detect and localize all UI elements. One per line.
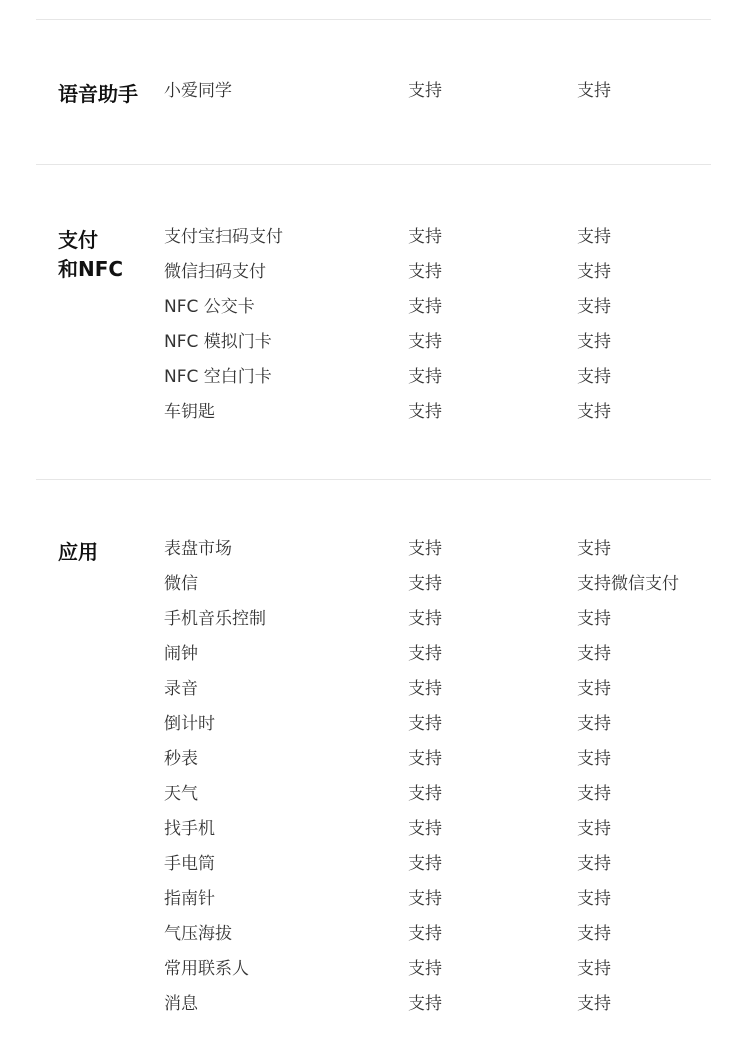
support-value-b: 支持 bbox=[577, 854, 611, 874]
feature-label: 手机音乐控制 bbox=[164, 609, 266, 629]
feature-label: NFC 空白门卡 bbox=[164, 367, 272, 387]
support-value-a: 支持 bbox=[408, 402, 442, 422]
support-value-a: 支持 bbox=[408, 367, 442, 387]
table-row bbox=[0, 818, 750, 853]
table-row bbox=[0, 608, 750, 643]
support-value-a: 支持 bbox=[408, 262, 442, 282]
support-value-a: 支持 bbox=[408, 574, 442, 594]
support-value-a: 支持 bbox=[408, 81, 442, 101]
support-value-b: 支持 bbox=[577, 81, 611, 101]
feature-label: 微信扫码支付 bbox=[164, 262, 266, 282]
feature-label: 闹钟 bbox=[164, 644, 198, 664]
table-row bbox=[0, 748, 750, 783]
support-value-a: 支持 bbox=[408, 644, 442, 664]
feature-label: 手电筒 bbox=[164, 854, 215, 874]
support-value-a: 支持 bbox=[408, 609, 442, 629]
support-value-b: 支持微信支付 bbox=[577, 574, 679, 594]
support-value-b: 支持 bbox=[577, 644, 611, 664]
support-value-b: 支持 bbox=[577, 367, 611, 387]
support-value-b: 支持 bbox=[577, 784, 611, 804]
feature-label: 天气 bbox=[164, 784, 198, 804]
support-value-a: 支持 bbox=[408, 994, 442, 1014]
support-value-b: 支持 bbox=[577, 819, 611, 839]
support-value-a: 支持 bbox=[408, 332, 442, 352]
support-value-b: 支持 bbox=[577, 749, 611, 769]
support-value-a: 支持 bbox=[408, 539, 442, 559]
table-row bbox=[0, 366, 750, 401]
table-row bbox=[0, 573, 750, 608]
divider-2 bbox=[36, 479, 711, 480]
support-value-b: 支持 bbox=[577, 994, 611, 1014]
table-row bbox=[0, 401, 750, 436]
support-value-b: 支持 bbox=[577, 924, 611, 944]
section-title-line: 语音助手 bbox=[58, 82, 138, 106]
support-value-b: 支持 bbox=[577, 297, 611, 317]
support-value-b: 支持 bbox=[577, 679, 611, 699]
support-value-a: 支持 bbox=[408, 854, 442, 874]
feature-label: NFC 公交卡 bbox=[164, 297, 255, 317]
table-row bbox=[0, 678, 750, 713]
support-value-b: 支持 bbox=[577, 402, 611, 422]
table-row bbox=[0, 993, 750, 1028]
feature-label: 支付宝扫码支付 bbox=[164, 227, 283, 247]
feature-label: 指南针 bbox=[164, 889, 215, 909]
support-value-b: 支持 bbox=[577, 959, 611, 979]
feature-label: 倒计时 bbox=[164, 714, 215, 734]
section-title-line: 应用 bbox=[58, 540, 98, 564]
table-row bbox=[0, 958, 750, 993]
table-row bbox=[0, 643, 750, 678]
support-value-b: 支持 bbox=[577, 714, 611, 734]
feature-label: 车钥匙 bbox=[164, 402, 215, 422]
feature-label: 常用联系人 bbox=[164, 959, 249, 979]
feature-label: 消息 bbox=[164, 994, 198, 1014]
table-row bbox=[0, 261, 750, 296]
table-row bbox=[0, 538, 750, 573]
table-row bbox=[0, 783, 750, 818]
table-row bbox=[0, 226, 750, 261]
support-value-b: 支持 bbox=[577, 262, 611, 282]
support-value-b: 支持 bbox=[577, 539, 611, 559]
feature-label: 找手机 bbox=[164, 819, 215, 839]
support-value-a: 支持 bbox=[408, 714, 442, 734]
support-value-a: 支持 bbox=[408, 819, 442, 839]
section-title-line: 支付 bbox=[58, 228, 98, 252]
support-value-b: 支持 bbox=[577, 227, 611, 247]
table-row bbox=[0, 888, 750, 923]
divider-top bbox=[36, 19, 711, 20]
table-row bbox=[0, 713, 750, 748]
section-title-line: 和NFC bbox=[58, 257, 124, 281]
support-value-a: 支持 bbox=[408, 227, 442, 247]
support-value-b: 支持 bbox=[577, 332, 611, 352]
support-value-a: 支持 bbox=[408, 959, 442, 979]
support-value-a: 支持 bbox=[408, 924, 442, 944]
support-value-a: 支持 bbox=[408, 784, 442, 804]
table-row bbox=[0, 80, 750, 115]
table-row bbox=[0, 331, 750, 366]
support-value-b: 支持 bbox=[577, 609, 611, 629]
table-row bbox=[0, 853, 750, 888]
feature-label: 微信 bbox=[164, 574, 198, 594]
support-value-a: 支持 bbox=[408, 297, 442, 317]
feature-label: 小爱同学 bbox=[164, 81, 232, 101]
feature-label: 录音 bbox=[164, 679, 198, 699]
support-value-b: 支持 bbox=[577, 889, 611, 909]
feature-label: NFC 模拟门卡 bbox=[164, 332, 272, 352]
support-value-a: 支持 bbox=[408, 749, 442, 769]
support-value-a: 支持 bbox=[408, 889, 442, 909]
feature-label: 表盘市场 bbox=[164, 539, 232, 559]
table-row bbox=[0, 923, 750, 958]
table-row bbox=[0, 296, 750, 331]
feature-label: 秒表 bbox=[164, 749, 198, 769]
feature-label: 气压海拔 bbox=[164, 924, 232, 944]
divider-1 bbox=[36, 164, 711, 165]
support-value-a: 支持 bbox=[408, 679, 442, 699]
